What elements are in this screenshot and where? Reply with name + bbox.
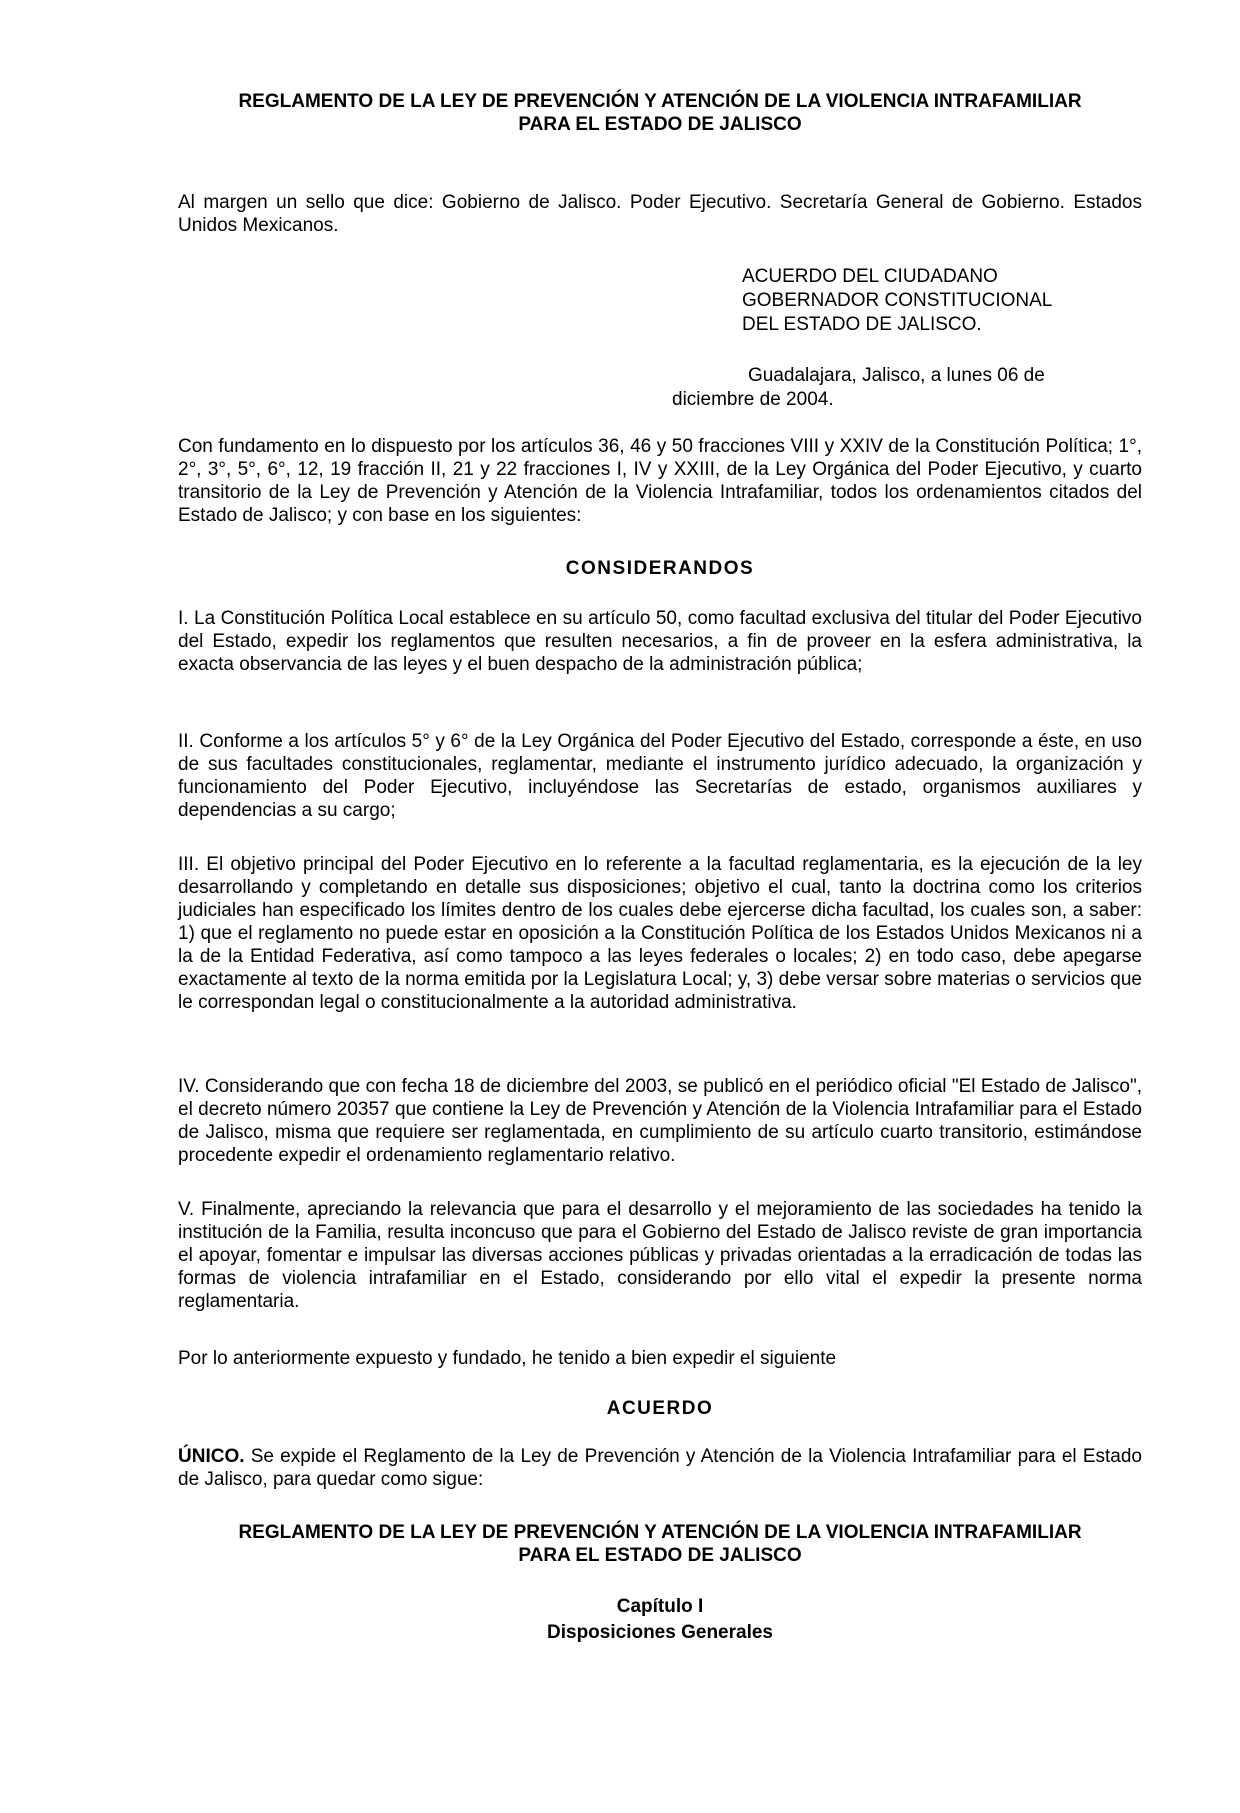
regulation-title-line1: REGLAMENTO DE LA LEY DE PREVENCIÓN Y ATENCIÓN DE LA VIOLENCIA INTRAFAMILIAR bbox=[238, 1522, 1082, 1543]
agreement-header-line2: GOBERNADOR CONSTITUCIONAL bbox=[742, 290, 1053, 311]
place-date-line1: Guadalajara, Jalisco, a lunes 06 de bbox=[748, 365, 1045, 386]
agreement-header-line3: DEL ESTADO DE JALISCO. bbox=[742, 314, 982, 335]
legal-basis-paragraph: Con fundamento en lo dispuesto por los artículos 36, 46 y 50 fracciones VIII y XXIV de la Constitución Política; 1°, 2°, 3°, 5°, 6°, 12, 19 fracción II, 21 y 22 fracciones I, IV y XXIII, de la Ley Orgánica del Poder Ejecutivo, y cuarto transitorio de la Ley de Prevención y Atención de la Violencia Intrafamiliar, todos los ordenamientos citados del Estado de Jalisco; y con base en los siguientes: bbox=[178, 436, 1142, 526]
unico-label: ÚNICO. bbox=[178, 1446, 245, 1467]
chapter-label: Capítulo I bbox=[616, 1596, 704, 1617]
considerando-paragraph-5: V. Finalmente, apreciando la relevancia que para el desarrollo y el mejoramiento de las sociedades ha tenido la institución de la Familia, resulta inconcuso que para el Gobierno del Estado de Jalisco reviste de gran importancia el apoyar, fomentar e impulsar las diversas acciones públicas y privadas orientadas a la erradicación de todas las formas de violencia intrafamiliar en el Estado, considerando por ello vital el expedir la presente norma reglamentaria. bbox=[178, 1199, 1142, 1312]
acuerdo-heading: ACUERDO bbox=[606, 1398, 714, 1419]
unico-text: Se expide el Reglamento de la Ley de Prevención y Atención de la Violencia Intrafamiliar para el Estado de Jalisco, para quedar como sigue: bbox=[178, 1446, 1142, 1490]
chapter-title: Disposiciones Generales bbox=[547, 1622, 773, 1643]
closing-statement: Por lo anteriormente expuesto y fundado, he tenido a bien expedir el siguiente bbox=[178, 1348, 837, 1369]
agreement-header-line1: ACUERDO DEL CIUDADANO bbox=[742, 266, 998, 287]
document-title bbox=[180, 90, 1140, 136]
considerando-paragraph-1: I. La Constitución Política Local establece en su artículo 50, como facultad exclusiva del titular del Poder Ejecutivo del Estado, expedir los reglamentos que resulten necesarios, a fin de proveer en la esfera administrativa, la exacta observancia de las leyes y el buen despacho de la administración pública; bbox=[178, 608, 1142, 675]
regulation-title-line2: PARA EL ESTADO DE JALISCO bbox=[518, 1545, 802, 1566]
agreement-header bbox=[742, 265, 1142, 337]
regulation-title bbox=[180, 1521, 1140, 1567]
chapter-heading bbox=[180, 1594, 1140, 1646]
place-date bbox=[672, 364, 1092, 412]
unico-paragraph bbox=[178, 1445, 1142, 1491]
seal-note: Al margen un sello que dice: Gobierno de Jalisco. Poder Ejecutivo. Secretaría General de Gobierno. Estados Unidos Mexicanos. bbox=[178, 192, 1142, 236]
considerando-paragraph-3: III. El objetivo principal del Poder Ejecutivo en lo referente a la facultad reglamentaria, es la ejecución de la ley desarrollando y completando en detalle sus disposiciones; objetivo el cual, tanto la doctrina como los criterios judiciales han especificado los límites dentro de los cuales debe ejercerse dicha facultad, los cuales son, a saber: 1) que el reglamento no puede estar en oposición a la Constitución Política de los Estados Unidos Mexicanos ni a la de la Entidad Federativa, así como tampoco a las leyes federales o locales; 2) en todo caso, debe apegarse exactamente al texto de la norma emitida por la Legislatura Local; y, 3) debe versar sobre materias o servicios que le correspondan legal o constitucionalmente a la autoridad administrativa. bbox=[178, 854, 1142, 1013]
considerando-paragraph-2: II. Conforme a los artículos 5° y 6° de la Ley Orgánica del Poder Ejecutivo del Estado, corresponde a éste, en uso de sus facultades constitucionales, reglamentar, mediante el instrumento jurídico adecuado, la organización y funcionamiento del Poder Ejecutivo, incluyéndose las Secretarías de estado, organismos auxiliares y dependencias a su cargo; bbox=[178, 731, 1142, 821]
document-title-line1: REGLAMENTO DE LA LEY DE PREVENCIÓN Y ATENCIÓN DE LA VIOLENCIA INTRAFAMILIAR bbox=[238, 91, 1082, 112]
considerando-paragraph-4: IV. Considerando que con fecha 18 de diciembre del 2003, se publicó en el periódico oficial "El Estado de Jalisco", el decreto número 20357 que contiene la Ley de Prevención y Atención de la Violencia Intrafamiliar para el Estado de Jalisco, misma que requiere ser reglamentada, en cumplimiento de su artículo cuarto transitorio, estimándose procedente expedir el ordenamiento reglamentario relativo. bbox=[178, 1076, 1142, 1166]
considerandos-heading: CONSIDERANDOS bbox=[565, 558, 755, 579]
place-date-line2: diciembre de 2004. bbox=[672, 389, 834, 410]
document-title-line2: PARA EL ESTADO DE JALISCO bbox=[518, 114, 802, 135]
